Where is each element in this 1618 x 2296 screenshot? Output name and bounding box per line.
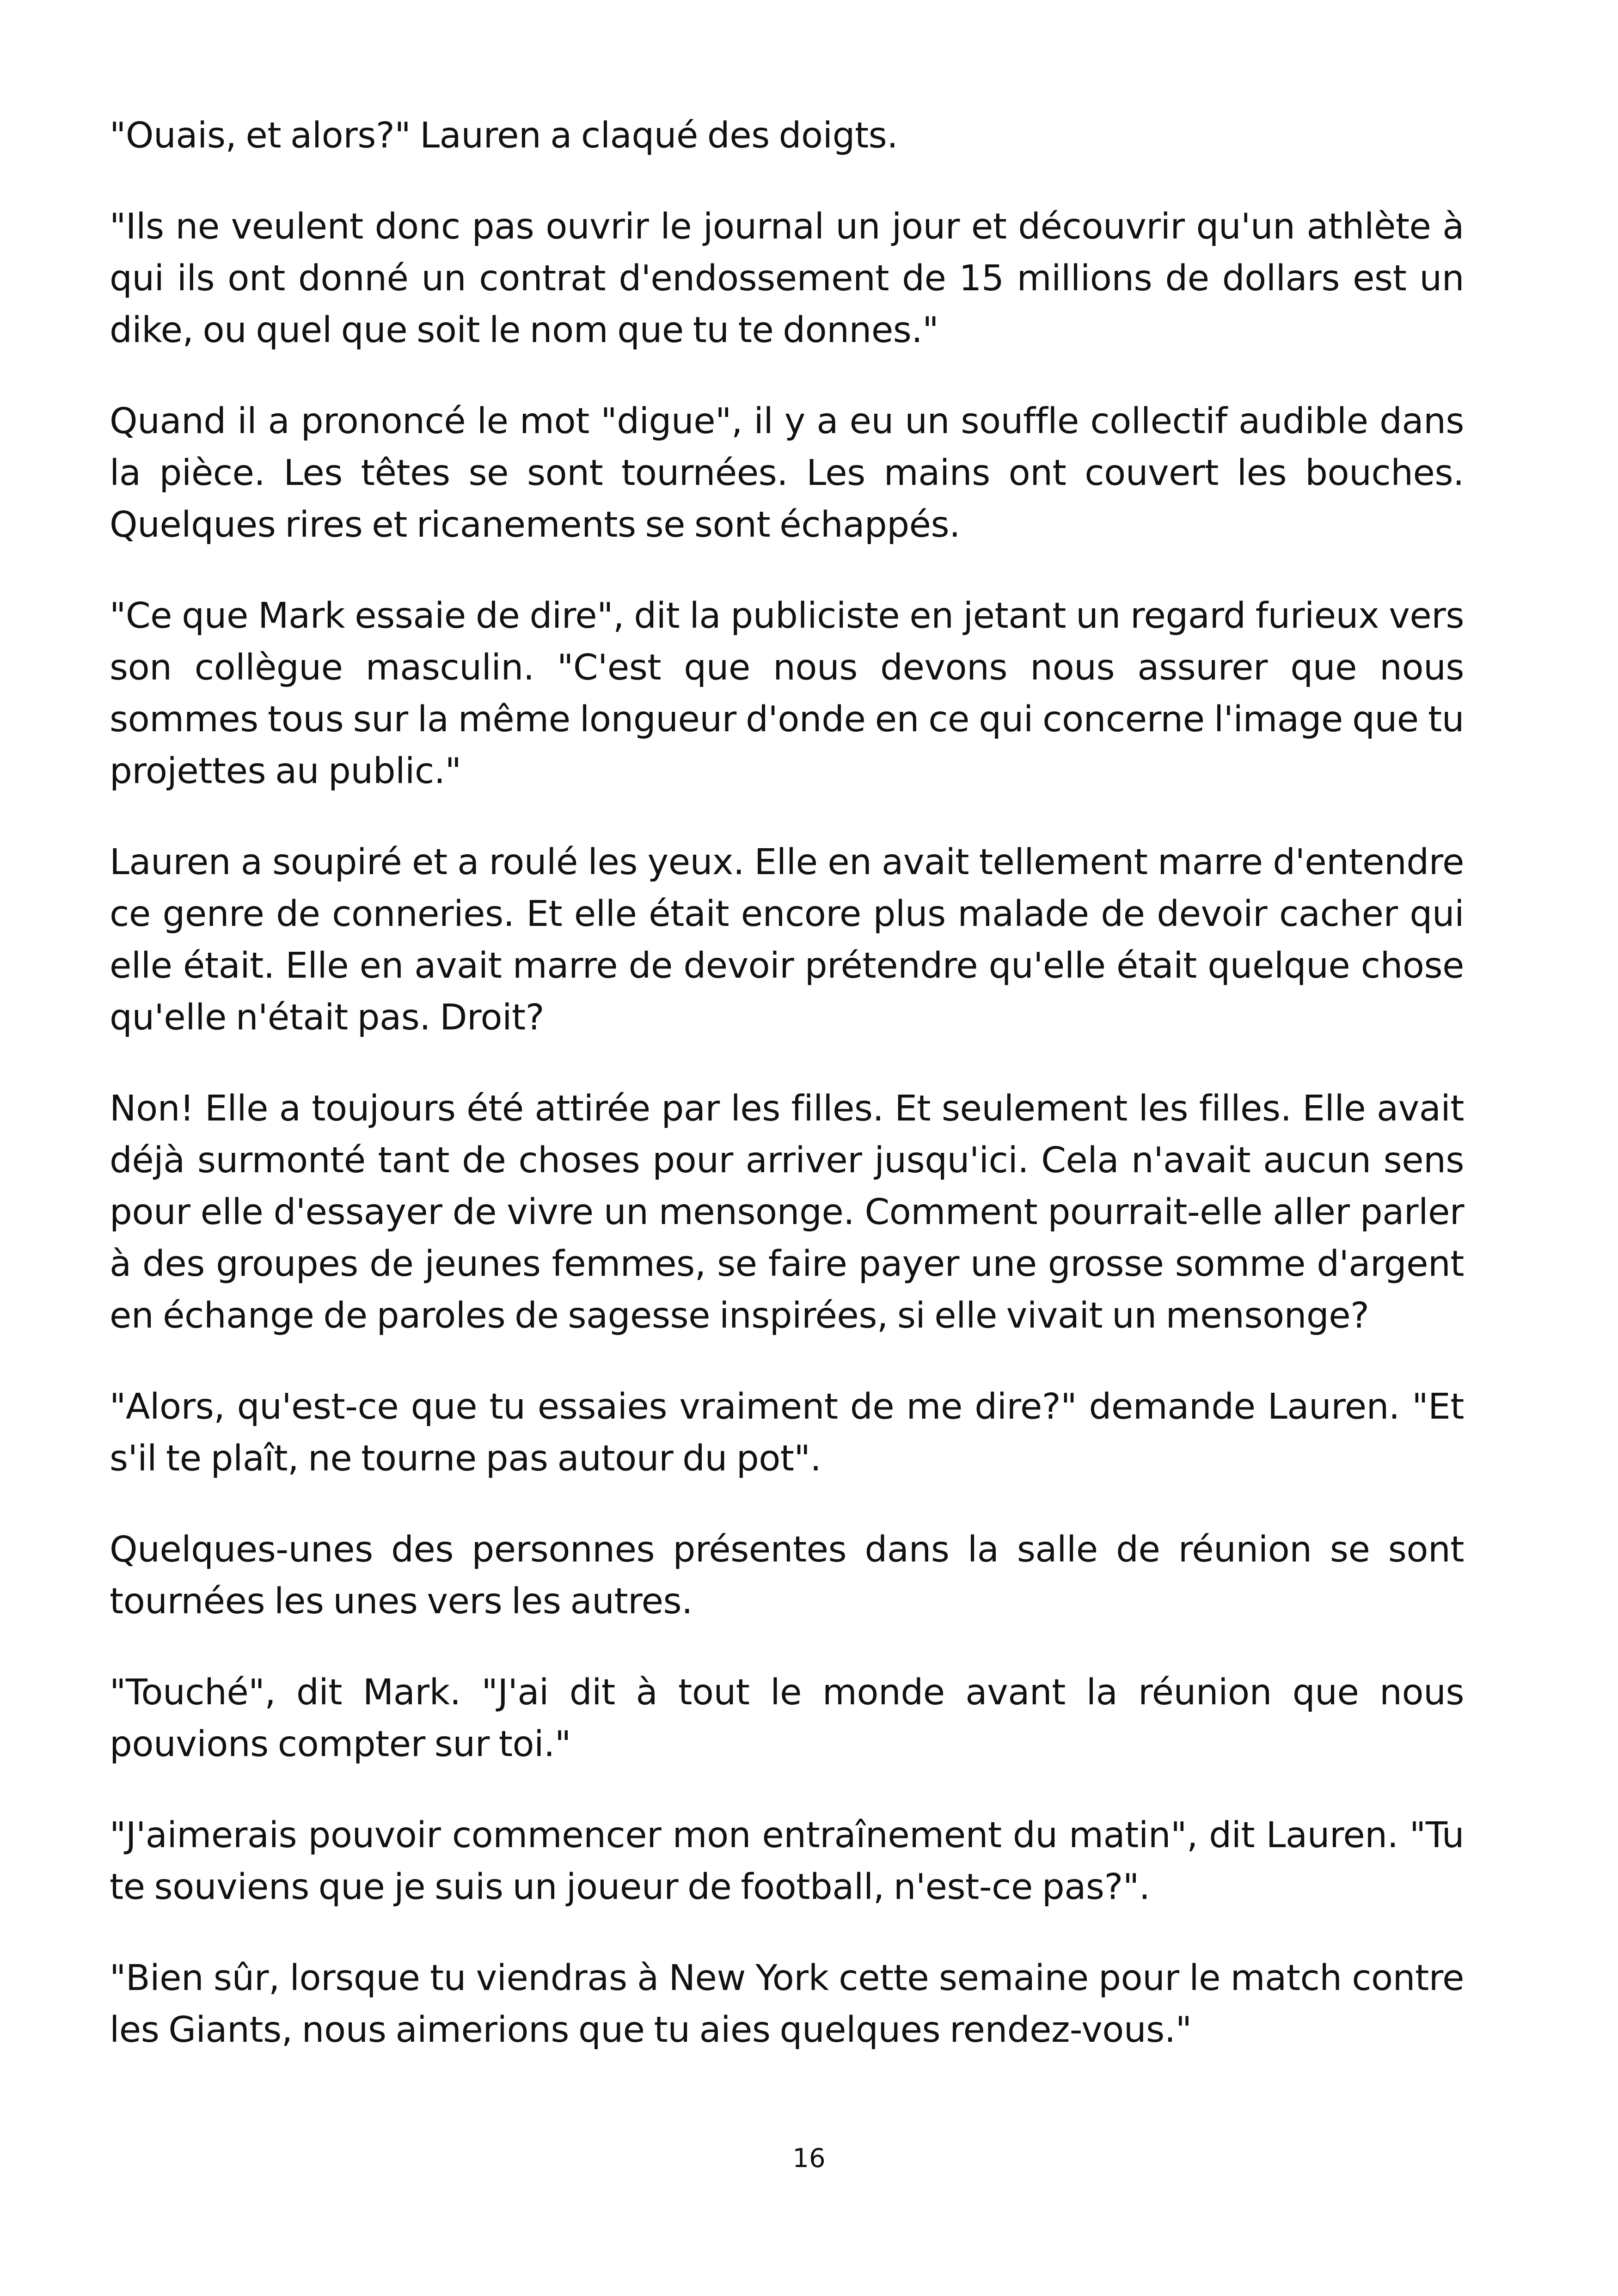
paragraph: Lauren a soupiré et a roulé les yeux. Elle en avait tellement marre d'entendre ce genre de conneries. Et elle était encore plus malade de devoir cacher qui elle était. Elle en avait marre de devoir prétendre qu'elle était quelque chose qu'elle n'était pas. Droit? [110, 842, 1464, 1038]
paragraph: "Bien sûr, lorsque tu viendras à New York cette semaine pour le match contre les Giants, nous aimerions que tu aies quelques rendez-vous." [110, 1958, 1464, 2051]
paragraph: "Ce que Mark essaie de dire", dit la publiciste en jetant un regard furieux vers son collègue masculin. "C'est que nous devons nous assurer que nous sommes tous sur la même longueur d'onde en ce qui concerne l'image que tu projettes au public." [110, 595, 1464, 792]
paragraph: Non! Elle a toujours été attirée par les filles. Et seulement les filles. Elle avait déjà surmonté tant de choses pour arriver jusqu'ici. Cela n'avait aucun sens pour elle d'essayer de vivre un mensonge. Comment pourrait-elle aller parler à des groupes de jeunes femmes, se faire payer une grosse somme d'argent en échange de paroles de sagesse inspirées, si elle vivait un mensonge? [110, 1088, 1464, 1336]
paragraph: "J'aimerais pouvoir commencer mon entraînement du matin", dit Lauren. "Tu te souviens que je suis un joueur de football, n'est-ce pas?". [110, 1815, 1464, 1908]
paragraph: "Touché", dit Mark. "J'ai dit à tout le monde avant la réunion que nous pouvions compter sur toi." [110, 1672, 1464, 1765]
document-body [110, 110, 1464, 2056]
paragraph: "Ouais, et alors?" Lauren a claqué des doigts. [110, 115, 898, 156]
paragraph: "Alors, qu'est-ce que tu essaies vraiment de me dire?" demande Lauren. "Et s'il te plaît, ne tourne pas autour du pot". [110, 1386, 1464, 1479]
paragraph: "Ils ne veulent donc pas ouvrir le journal un jour et découvrir qu'un athlète à qui ils ont donné un contrat d'endossement de 15 millions de dollars est un dike, ou quel que soit le nom que tu te donnes." [110, 206, 1464, 351]
page-number: 16 [792, 2143, 826, 2174]
paragraph: Quand il a prononcé le mot "digue", il y a eu un souffle collectif audible dans la pièce. Les têtes se sont tournées. Les mains ont couvert les bouches. Quelques rires et ricanements se sont échappés. [110, 401, 1464, 545]
paragraph: Quelques-unes des personnes présentes dans la salle de réunion se sont tournées les unes vers les autres. [110, 1529, 1464, 1622]
